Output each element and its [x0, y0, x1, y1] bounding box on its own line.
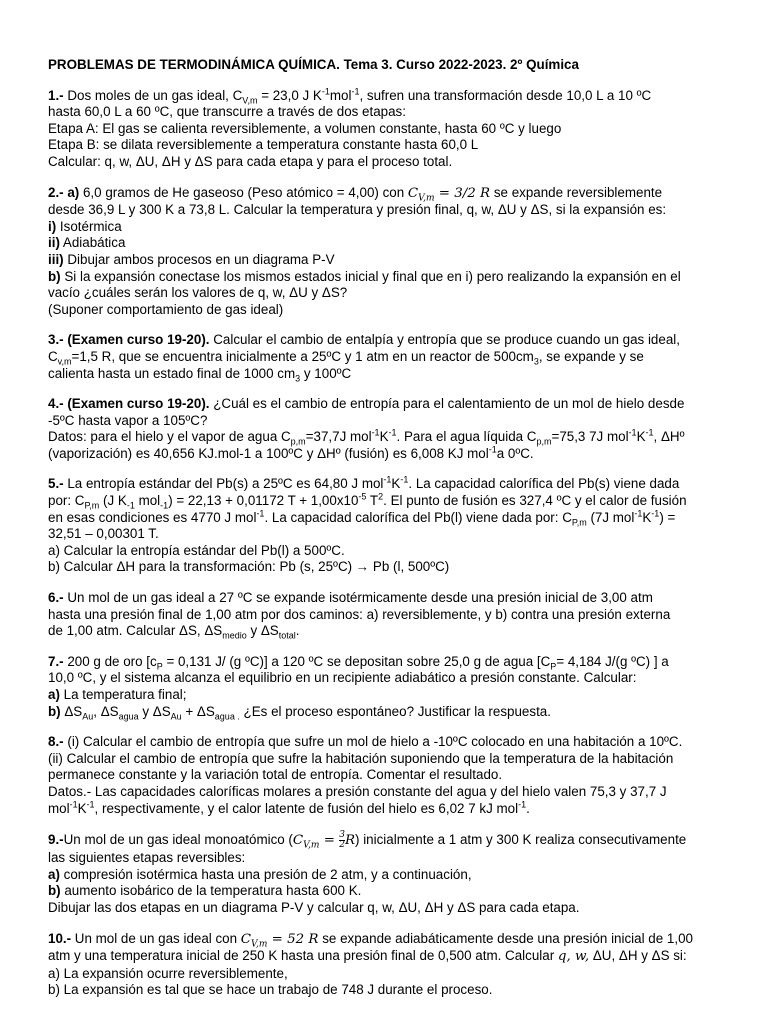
p1-text-a: Dos moles de un gas ideal, C [63, 87, 243, 103]
p5-l3a: en esas condiciones es 4770 J mol [48, 509, 257, 525]
p8-l5c: , respectivamente, y el calor latente de fusión del hielo es 6,02 7 kJ mol [94, 800, 519, 816]
problem-9-line-5: Dibujar las dos etapas en un diagrama P-V y calcular q, w, ΔU, ΔH y ΔS para cada etapa. [48, 899, 580, 915]
problem-10-line-3: a) La expansión ocurre reversiblemente, [48, 965, 288, 981]
p7-b2: , ΔS [93, 703, 119, 719]
p3-text-a: Calcular el cambio de entalpía y entropía que se produce cuando un gas ideal, [209, 332, 680, 348]
problem-2-item-b [48, 269, 724, 286]
p2-b-label: b) [48, 268, 61, 284]
problem-9 [48, 831, 724, 916]
p8-l5c-sup: -1 [518, 799, 527, 810]
p6-l3b: y ΔS [246, 623, 279, 639]
p7-b4: + ΔS [181, 703, 215, 719]
p8-l5a-sup: -1 [69, 799, 78, 810]
problem-4-line-3 [48, 429, 724, 446]
problem-4-line-1 [48, 396, 724, 413]
problem-2 [48, 185, 724, 319]
problem-1-line-5: Calcular: q, w, ΔU, ΔH y ΔS para cada etapa y para el proceso total. [48, 153, 453, 169]
problem-1-line-2: hasta 60,0 L a 60 ºC, que transcurre a través de dos etapas: [48, 104, 406, 120]
p9-b-text: aumento isobárico de la temperatura hasta 600 K. [60, 883, 362, 899]
p7-b1-sub: Au [82, 711, 94, 722]
p7-b3-sub: Au [170, 711, 182, 722]
problem-4-line-2: -5ºC hasta vapor a 105ºC? [48, 412, 208, 428]
problem-8-line-3: permanece constante y la variación total de entropía. Comentar el resultado. [48, 767, 503, 783]
problem-1 [48, 88, 724, 171]
problem-2-item-ii [48, 235, 724, 252]
p5-l2b-sub: -1 [126, 500, 135, 511]
problem-3-line-3 [48, 366, 724, 383]
p6-l3b-sub: total [278, 630, 296, 641]
problem-7-line-2: 10,0 ºC, y el sistema alcanza el equilibrio en un recipiente adiabático a presión constante. Calcular: [48, 670, 637, 686]
problem-10-line-1 [48, 931, 724, 949]
p5-b-sup: -1 [400, 475, 409, 485]
p8-l5a: mol [48, 800, 70, 816]
problem-9-line-1 [48, 831, 724, 850]
p4-l3f-sup: -1 [645, 427, 654, 438]
problem-4-line-4 [48, 446, 724, 463]
problem-1-number: 1.- [48, 87, 64, 103]
p4-l3c: K [379, 429, 389, 445]
p7-b2-sub: agua [118, 711, 139, 722]
p3-l3b: y 100ºC [300, 365, 352, 381]
p5-l3a-sup: -1 [256, 508, 265, 519]
problem-7-item-a [48, 687, 724, 704]
p3-l3a-sub: 3 [295, 373, 301, 384]
p9-formula-r: R [344, 833, 356, 849]
p2-formula-sub: V,m [418, 193, 435, 204]
p10-l2a: atm y una temperatura inicial de 250 K hasta una presión final de 0,500 atm. Calcular [48, 948, 558, 964]
p6-text-a: Un mol de un gas ideal a 27 ºC se expande isotérmicamente desde una presión inicial de 3,00 atm [63, 590, 653, 606]
p4-l3d: . Para el agua líquida C [396, 429, 537, 445]
p9-a-text: compresión isotérmica hasta una presión de 2 atm, y a continuación, [59, 866, 472, 882]
problem-8-line-5 [48, 801, 724, 818]
problem-6-line-1 [48, 590, 724, 607]
problem-9-number: 9.- [48, 832, 64, 848]
p4-l4a: (vaporización) es 40,656 KJ.mol-1 a 100ºC y ΔHº (fusión) es 6,008 KJ mol [48, 445, 489, 461]
p7-text-a: 200 g de oro [c [63, 653, 157, 669]
p8-l5b: K [77, 800, 87, 816]
p9-frac-den: 2 [339, 840, 345, 851]
problem-7-item-b [48, 704, 724, 721]
problem-6-line-2: hasta una presión final de 1,00 atm por dos caminos: a) reversiblemente, y b) contra una presión externa [48, 606, 671, 622]
problem-4-number: 4.- (Examen curso 19-20). [48, 396, 210, 412]
p9-frac-num: 3 [339, 830, 345, 841]
problem-3 [48, 332, 724, 382]
p9-a-label: a) [48, 866, 60, 882]
p5-l3b-sub: P,m [571, 517, 587, 528]
p8-text-a: (i) Calcular el cambio de entropía que sufre un mol de hielo a -10ºC colocado en una habitación a 10ºC. [63, 734, 683, 750]
p4-text-a: ¿Cuál es el cambio de entropía para el calentamiento de un mol de hielo desde [209, 396, 685, 412]
p8-l5b-sup: -1 [86, 799, 95, 810]
problem-1-line-1 [48, 88, 724, 105]
p7-a-text: La temperatura final; [59, 687, 187, 702]
problem-7-line-1 [48, 654, 724, 671]
p9-formula-sub: V,m [303, 840, 320, 851]
p2-ii-text: Adiabática [59, 235, 126, 251]
p10-text-a: Un mol de un gas ideal con [71, 930, 241, 946]
p2-formula-c: C [407, 185, 419, 201]
problem-5-line-3 [48, 510, 724, 527]
problem-3-number: 3.- (Examen curso 19-20). [48, 332, 210, 348]
p9-text-a: Un mol de un gas ideal monoatómico ( [63, 832, 293, 848]
p2-formula [407, 185, 491, 204]
problem-5-line-6: b) Calcular ΔH para la transformación: Pb (s, 25ºC) → Pb (l, 500ºC) [48, 559, 450, 575]
problem-5-line-1 [48, 476, 724, 493]
problem-2-item-iii [48, 252, 724, 269]
p6-l3a: de 1,00 atm. Calcular ΔS, ΔS [48, 623, 223, 639]
p9-formula-eq: = [319, 833, 340, 849]
problem-2-note: (Suponer comportamiento de gas ideal) [48, 301, 284, 317]
p10-l2-q: q, w, [557, 949, 590, 965]
p5-l3e: ) = [659, 509, 676, 525]
p3-l2b: =1,5 R, que se encuentra inicialmente a 25ºC y 1 atm en un reactor de 500cm [71, 348, 534, 364]
p3-l2b-sub: 3 [533, 356, 539, 367]
problem-6-line-3 [48, 623, 724, 640]
p7-a-label: a) [48, 687, 60, 702]
problem-1-line-3: Etapa A: El gas se calienta reversiblemente, a volumen constante, hasta 60 ºC y luego [48, 120, 562, 136]
problem-10-number: 10.- [48, 930, 72, 946]
problem-9-item-b [48, 883, 724, 900]
problem-9-line-2: las siguientes etapas reversibles: [48, 850, 246, 866]
problem-8-line-4: Datos.- Las capacidades caloríficas molares a presión constante del agua y del hielo valen 75,3 y 37,7 J [48, 783, 667, 799]
p4-l3b: =37,7J mol [305, 429, 372, 445]
problem-4 [48, 396, 724, 462]
p1-text-d: , sufren una transformación desde 10,0 L a 10 ºC [359, 87, 652, 103]
problem-8 [48, 734, 724, 817]
p4-l3e: =75,3 7J mol [551, 429, 629, 445]
problem-6 [48, 590, 724, 640]
p10-formula-sub: V,m [251, 939, 268, 950]
p2-text-b: se expande reversiblemente [490, 184, 663, 200]
problem-2-line-2: desde 36,9 L y 300 K a 73,8 L. Calcular la temperatura y presión final, q, w, ΔU y ΔS, si la expansión es: [48, 202, 667, 218]
p5-a-sup: -1 [383, 475, 392, 485]
p7-b5: ¿Es el proceso espontáneo? Justificar la respuesta. [239, 703, 551, 719]
p5-l3c-sup: -1 [634, 508, 643, 519]
p4-l3a-sub: p,m [290, 436, 306, 447]
p3-l3a: calienta hasta un estado final de 1000 cm [48, 365, 296, 381]
p9-formula [292, 830, 356, 851]
p5-l2f: . El punto de fusión es 327,4 ºC y el calor de fusión [383, 493, 687, 509]
p10-formula-rest: = 52 R [267, 931, 319, 947]
p7-b-sub: P [550, 661, 557, 672]
problem-1-line-4: Etapa B: se dilata reversiblemente a temperatura constante hasta 60,0 L [48, 137, 479, 153]
problem-7-number: 7.- [48, 653, 64, 669]
p2-text-a: 6,0 gramos de He gaseoso (Peso atómico = 4,00) con [79, 184, 408, 200]
problem-5-line-4: 32,51 – 0,00301 T. [48, 526, 159, 542]
p5-l2b: (J K [99, 493, 127, 509]
p10-text-b: se expande adiabáticamente desde una presión inicial de 1,00 [318, 930, 693, 946]
p4-l3g: , ΔHº [653, 429, 685, 445]
p7-b1: ΔS [60, 703, 83, 719]
problem-3-line-1 [48, 332, 724, 349]
p5-l2d: ) = 22,13 + 0,01172 T + 1,00x10 [168, 493, 359, 509]
p5-l3c: (7J mol [586, 509, 635, 525]
p2-iii-label: iii) [48, 251, 64, 267]
problem-2-number: 2.- a) [48, 184, 80, 200]
p3-l2c: , se expande y se [538, 348, 644, 364]
p2-iii-text: Dibujar ambos procesos en un diagrama P-V [63, 251, 335, 267]
p4-l3d-sub: p,m [536, 436, 552, 447]
problem-5-line-5: a) Calcular la entropía estándar del Pb(l) a 500ºC. [48, 542, 345, 558]
p5-text-b: K [391, 476, 401, 492]
p2-ii-label: ii) [48, 235, 60, 251]
p5-l3d: K [642, 509, 652, 525]
problem-5-line-2 [48, 493, 724, 510]
problem-10-line-4: b) La expansión es tal que se hace un trabajo de 748 J durante el proceso. [48, 982, 493, 998]
problem-5 [48, 476, 724, 576]
p10-formula-c: C [240, 931, 252, 947]
p7-text-b: = 0,131 J/ (g ºC)] a 120 ºC se depositan sobre 25,0 g de agua [C [162, 653, 551, 669]
p5-l2a: por: C [48, 493, 85, 509]
p5-l2c-sub: -1 [160, 500, 169, 511]
p2-formula-rest: = 3/2 R [434, 185, 491, 201]
p9-text-b: ) inicialmente a 1 atm y 300 K realiza consecutivamente [355, 832, 687, 848]
p1-text-b: = 23,0 J K [257, 87, 322, 103]
problem-9-item-a [48, 867, 724, 884]
p9-formula-c: C [292, 833, 304, 849]
problem-10 [48, 931, 724, 999]
problem-3-line-2 [48, 349, 724, 366]
p6-l3a-sub: medio [222, 630, 247, 641]
p6-l3c: . [295, 623, 300, 639]
p1-sup-2: -1 [351, 86, 360, 97]
document-title: PROBLEMAS DE TERMODINÁMICA QUÍMICA. Tema 3. Curso 2022-2023. 2º Química [48, 57, 579, 72]
problem-2-item-i [48, 219, 724, 236]
p5-text-a: La entropía estándar del Pb(s) a 25ºC es 64,80 J mol [63, 476, 384, 492]
p5-l2e: T [366, 493, 379, 509]
p7-b3: y ΔS [138, 703, 171, 719]
p9-b-label: b) [48, 883, 61, 899]
problem-7 [48, 654, 724, 720]
problem-2-item-b-line-2: vacío ¿cuáles serán los valores de q, w, ΔU y ΔS? [48, 285, 348, 301]
p7-b4-sub: agua . [214, 711, 240, 722]
p2-i-label: i) [48, 218, 57, 234]
p5-l2a-sub: P,m [84, 500, 100, 511]
p4-l3e-sup: -1 [628, 427, 637, 438]
problem-10-line-2 [48, 948, 724, 966]
p5-l2e-sup: 2 [378, 491, 384, 502]
p7-text-c: = 4,184 J/(g ºC) ] a [556, 653, 669, 669]
p5-text-c: . La capacidad calorífica del Pb(s) viene dada [408, 476, 680, 492]
p4-l3f: K [636, 429, 646, 445]
problem-8-line-1 [48, 734, 724, 751]
p4-l3b-sup: -1 [371, 427, 380, 438]
problem-6-number: 6.- [48, 590, 64, 606]
p4-l3a: Datos: para el hielo y el vapor de agua C [48, 429, 291, 445]
p10-l2b: ΔU, ΔH y ΔS si: [589, 948, 687, 964]
p2-i-text: Isotérmica [56, 218, 122, 234]
p1-sub: V,m [242, 95, 258, 106]
p4-l4a-sup: -1 [488, 444, 497, 455]
problem-2-line-1 [48, 185, 724, 203]
p3-l2a-sub: v,m [57, 356, 72, 367]
p4-l3c-sup: -1 [388, 427, 397, 438]
problem-5-number: 5.- [48, 476, 64, 492]
problem-8-line-2: (ii) Calcular el cambio de entropía que sufre la habitación suponiendo que la temperatura de la habitación [48, 750, 674, 766]
p3-l2a: C [48, 348, 58, 364]
p1-text-c: mol [329, 87, 352, 103]
p7-a-sub: P [156, 661, 163, 672]
p7-b-label: b) [48, 703, 61, 719]
p5-l2c: mol [134, 493, 161, 509]
p5-l2d-sup: -5 [358, 491, 367, 502]
p4-l4b: a 0ºC. [496, 445, 534, 461]
p8-l5d: . [526, 800, 530, 816]
p10-formula [240, 931, 319, 950]
problem-8-number: 8.- [48, 734, 64, 750]
p1-sup-1: -1 [321, 86, 330, 97]
p5-l3d-sup: -1 [651, 508, 660, 519]
p5-l3b: . La capacidad calorífica del Pb(l) viene dada por: C [264, 509, 572, 525]
p2-b-text: Si la expansión conectase los mismos estados inicial y final que en i) pero realizando la expansión en el [60, 268, 681, 284]
